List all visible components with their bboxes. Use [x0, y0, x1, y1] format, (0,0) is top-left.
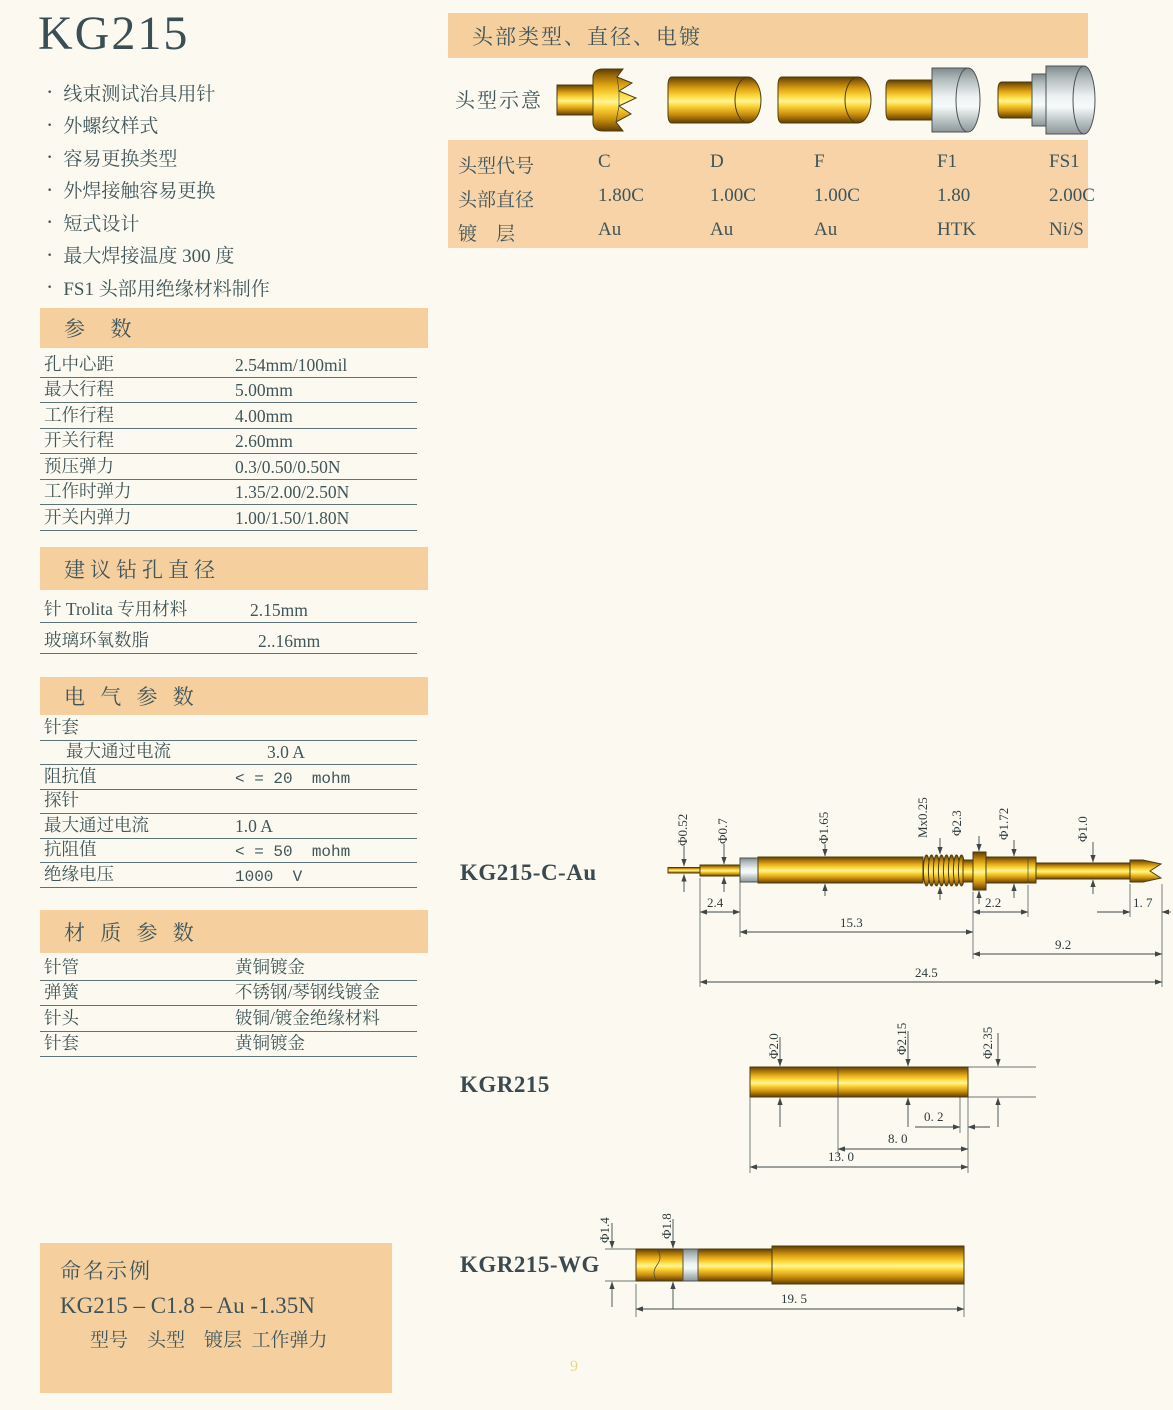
table-row — [40, 592, 417, 623]
dim-text: 2.4 — [707, 895, 724, 910]
row-value: 1.0 A — [235, 815, 273, 836]
section-title: 参 数 — [64, 317, 137, 341]
dim-text: Φ0.52 — [675, 813, 690, 846]
naming-example-box — [40, 1243, 392, 1393]
dim-text: 1. 7 — [1133, 895, 1153, 910]
head-type-fs1-illustration — [996, 64, 1106, 136]
feature-text: 容易更换类型 — [63, 148, 178, 170]
page-title: KG215 — [38, 7, 190, 60]
row-label: 绝缘电压 — [44, 863, 114, 884]
dim-text: Φ1.8 — [659, 1213, 674, 1239]
row-label: 工作时弹力 — [44, 481, 132, 501]
row-value: 不锈钢/琴钢线镀金 — [235, 982, 380, 1002]
naming-legend: 型号 头型 镀层 工作弹力 — [90, 1330, 328, 1351]
drawing-label-kgr215: KGR215 — [460, 1072, 550, 1097]
head-type-d-illustration — [666, 64, 776, 136]
row-value: 1000 V — [235, 867, 303, 886]
feature-text: 线束测试治具用针 — [63, 83, 216, 105]
cell: 1.00C — [710, 185, 756, 206]
row-value: 4.00mm — [235, 405, 293, 426]
row-label: 头部直径 — [458, 190, 535, 211]
row-value: 2.54mm/100mil — [235, 354, 348, 375]
thread-section — [923, 855, 964, 886]
table-row — [40, 480, 417, 506]
dim-text: 24.5 — [915, 965, 938, 980]
dim-text: 15.3 — [840, 915, 863, 930]
kg215-c-au-drawing — [635, 782, 1173, 997]
kgr215-drawing — [700, 1015, 1050, 1180]
dim-text: Mx0.25 — [915, 797, 930, 838]
row-label: 最大行程 — [44, 379, 114, 399]
list-item: · 外焊接触容易更换 — [46, 176, 216, 203]
row-label: 针头 — [44, 1007, 79, 1028]
kgr215-wg-drawing — [585, 1205, 1005, 1340]
table-row — [40, 378, 417, 404]
row-value: 1.35/2.00/2.50N — [235, 482, 350, 502]
cell: 1.80 — [937, 185, 971, 206]
cell: Ni/S — [1049, 219, 1084, 240]
row-value: < = 20 mohm — [235, 769, 351, 788]
row-value: 黄铜镀金 — [235, 956, 305, 977]
head-type-f-illustration — [776, 64, 886, 136]
row-value: 2.15mm — [250, 600, 308, 620]
dim-text: Φ2.35 — [980, 1026, 995, 1059]
dim-text: 13. 0 — [828, 1149, 854, 1164]
row-label: 最大通过电流 — [44, 814, 149, 835]
list-item: · 容易更换类型 — [46, 144, 178, 170]
feature-text: 外焊接触容易更换 — [63, 181, 216, 203]
cell: Au — [814, 219, 838, 240]
table-row — [40, 352, 417, 378]
dim-text: Φ2.0 — [766, 1033, 781, 1059]
row-value: < = 50 mohm — [235, 843, 351, 861]
row-label: 针 Trolita 专用材料 — [44, 599, 188, 619]
head-spec-table — [448, 140, 1095, 248]
dim-text: Φ1.65 — [816, 811, 831, 844]
cell: F — [814, 151, 825, 172]
row-label: 探针 — [44, 790, 79, 810]
row-label: 针套 — [44, 716, 79, 737]
list-item: · 线束测试治具用针 — [46, 79, 216, 105]
list-item: · 最大焊接温度 300 度 — [46, 241, 235, 268]
naming-title: 命名示例 — [60, 1259, 152, 1283]
head-type-f1-illustration — [884, 64, 994, 136]
table-row — [448, 147, 1088, 181]
dim-text: 9.2 — [1055, 937, 1072, 952]
table-row — [40, 814, 417, 839]
row-label: 开关内弹力 — [44, 506, 132, 527]
row-label: 预压弹力 — [44, 455, 114, 476]
list-item: · FS1 头部用绝缘材料制作 — [46, 274, 270, 300]
feature-list — [46, 76, 426, 304]
section-title: 头部类型、直径、电镀 — [472, 24, 702, 49]
table-row — [40, 790, 417, 815]
row-label: 抗阻值 — [44, 839, 97, 859]
section-header-electrical — [40, 677, 428, 715]
table-row — [40, 839, 417, 864]
drawing-label-kg215: KG215-C-Au — [460, 860, 597, 885]
table-row — [40, 955, 417, 981]
section-header-parameters — [40, 308, 428, 348]
table-row — [40, 741, 417, 766]
feature-text: 短式设计 — [63, 213, 140, 235]
table-row — [40, 863, 417, 888]
list-item: · 短式设计 — [46, 209, 140, 235]
dim-text: Φ2.3 — [949, 810, 964, 836]
drill-table — [40, 592, 417, 654]
row-value: 2.60mm — [235, 431, 293, 451]
feature-text: FS1 头部用绝缘材料制作 — [63, 278, 270, 300]
row-label: 弹簧 — [44, 982, 79, 1002]
materials-table — [40, 955, 417, 1057]
table-row — [40, 505, 417, 531]
cell: D — [710, 151, 724, 172]
section-header-materials — [40, 910, 428, 953]
row-label: 工作行程 — [44, 404, 114, 425]
cell: F1 — [937, 151, 958, 172]
page-number-mark: 9 — [570, 1358, 578, 1375]
list-item: · 外螺纹样式 — [46, 111, 159, 138]
dim-text: Φ1.0 — [1075, 816, 1090, 842]
cell: Au — [598, 219, 622, 240]
cell: Au — [710, 219, 734, 240]
row-label: 玻璃环氧数脂 — [44, 630, 149, 650]
cell: 1.00C — [814, 185, 860, 206]
section-header-head-types — [448, 13, 1088, 58]
table-row — [448, 181, 1095, 215]
row-label: 头型代号 — [458, 156, 535, 177]
table-row — [40, 623, 417, 654]
feature-text: 最大焊接温度 300 度 — [63, 246, 235, 268]
dim-text: Φ2.15 — [894, 1022, 909, 1055]
cell: HTK — [937, 219, 977, 240]
table-row — [40, 765, 417, 790]
head-illustration-label: 头型示意 — [455, 90, 543, 112]
drawing-label-kgr215wg: KGR215-WG — [460, 1252, 600, 1277]
head-type-c-illustration — [553, 64, 663, 136]
naming-example: KG215 – C1.8 – Au -1.35N — [60, 1293, 315, 1318]
dim-text: 8. 0 — [888, 1131, 908, 1146]
row-label: 开关行程 — [44, 430, 114, 450]
table-row — [40, 1032, 417, 1058]
dim-text: 19. 5 — [781, 1291, 807, 1306]
row-value: 3.0 A — [267, 742, 305, 762]
row-label: 针管 — [44, 956, 79, 977]
row-value: 2..16mm — [258, 631, 321, 651]
row-value: 0.3/0.50/0.50N — [235, 456, 341, 477]
dim-text: 2.2 — [985, 895, 1002, 910]
row-label: 孔中心距 — [44, 353, 114, 374]
table-row — [40, 429, 417, 455]
feature-text: 外螺纹样式 — [63, 116, 159, 138]
dim-text: 0. 2 — [924, 1109, 944, 1124]
row-value: 5.00mm — [235, 380, 293, 400]
row-label: 针套 — [44, 1033, 79, 1053]
dim-text: Φ1.4 — [597, 1217, 612, 1243]
dim-text: Φ1.72 — [996, 807, 1011, 840]
cell: 1.80C — [598, 185, 644, 206]
row-label: 镀 层 — [458, 224, 516, 245]
row-value: 1.00/1.50/1.80N — [235, 507, 350, 528]
table-row — [40, 981, 417, 1007]
section-title: 电 气 参 数 — [64, 685, 199, 709]
cell: 2.00C — [1049, 185, 1095, 206]
electrical-table — [40, 716, 417, 888]
table-row — [40, 403, 417, 429]
section-title: 建议钻孔直径 — [64, 557, 220, 582]
parameters-table — [40, 352, 417, 531]
dim-text: Φ0.7 — [715, 818, 730, 844]
section-title: 材 质 参 数 — [64, 920, 199, 945]
table-row — [40, 716, 417, 741]
section-header-drill — [40, 547, 428, 590]
cell: C — [598, 151, 611, 172]
table-row — [40, 454, 417, 480]
table-row — [40, 1006, 417, 1032]
row-value: 黄铜镀金 — [235, 1033, 305, 1053]
row-label: 最大通过电流 — [66, 741, 171, 761]
table-row — [448, 215, 1088, 249]
row-value: 铍铜/镀金绝缘材料 — [235, 1007, 380, 1028]
row-label: 阻抗值 — [44, 765, 97, 786]
cell: FS1 — [1049, 151, 1080, 172]
